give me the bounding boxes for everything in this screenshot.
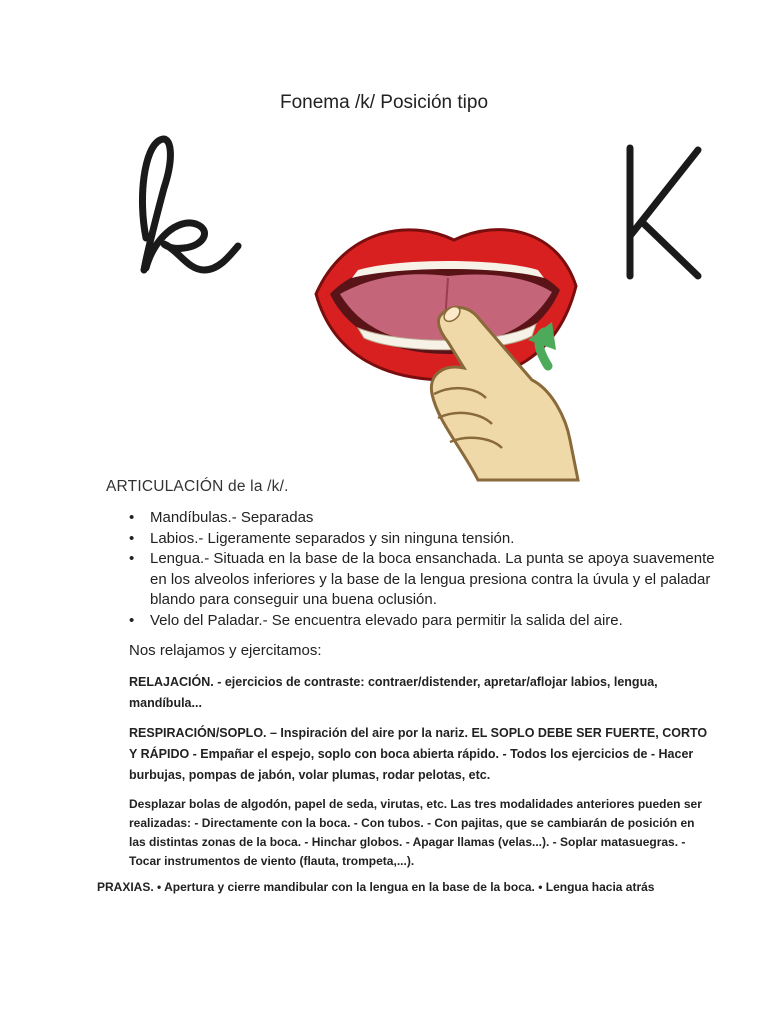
list-item-labios: • Labios.- Ligeramente separados y sin ninguna tensión. — [150, 529, 720, 550]
cursive-k-letter — [142, 139, 238, 270]
articulation-illustration — [108, 118, 718, 483]
respiracion-paragraph: RESPIRACIÓN/SOPLO. – Inspiración del aire por la nariz. EL SOPLO DEBE SER FUERTE, CORTO Y RÁPIDO - Empañar el espejo, soplo con boca abierta rápido. - Todos los ejercicios de - Hacer burbujas, pompas de jabón, volar plumas, rodar pelotas, etc. — [129, 726, 708, 782]
uppercase-k-letter — [630, 148, 698, 276]
relajacion-paragraph: RELAJACIÓN. - ejercicios de contraste: contraer/distender, apretar/aflojar labios, lengua, mandíbula... — [129, 675, 658, 710]
articulation-heading: ARTICULACIÓN de la /k/. — [106, 478, 289, 495]
list-item-lengua: • Lengua.- Situada en la base de la boca ensanchada. La punta se apoya suavemente en los alveolos inferiores y la base de la lengua presiona contra la úvula y el paladar blando para conseguir una buena oclusión. — [150, 549, 720, 611]
page-title: Fonema /k/ Posición tipo — [279, 92, 489, 113]
soplo-paragraph: Desplazar bolas de algodón, papel de seda, virutas, etc. Las tres modalidades anteriores pueden ser realizadas: - Directamente con la boca. - Con tubos. - Con pajitas, que se cambiarán de posición en las distintas zonas de la boca. - Hinchar globos. - Apagar llamas (velas...). - Soplar matasuegras. - Tocar instrumentos de viento (flauta, trompeta,...). — [129, 797, 702, 868]
praxias-paragraph: PRAXIAS. • Apertura y cierre mandibular con la lengua en la base de la boca. • Lengua hacia atrás — [97, 880, 655, 894]
list-item-velo: • Velo del Paladar.- Se encuentra elevado para permitir la salida del aire. — [150, 611, 720, 632]
mouth-illustration-svg — [108, 118, 718, 483]
exercises-intro: Nos relajamos y ejercitamos: — [129, 642, 322, 659]
list-item-mandibulas: • Mandíbulas.- Separadas — [150, 508, 720, 529]
mouth-icon — [316, 230, 576, 380]
articulation-list — [150, 508, 720, 631]
